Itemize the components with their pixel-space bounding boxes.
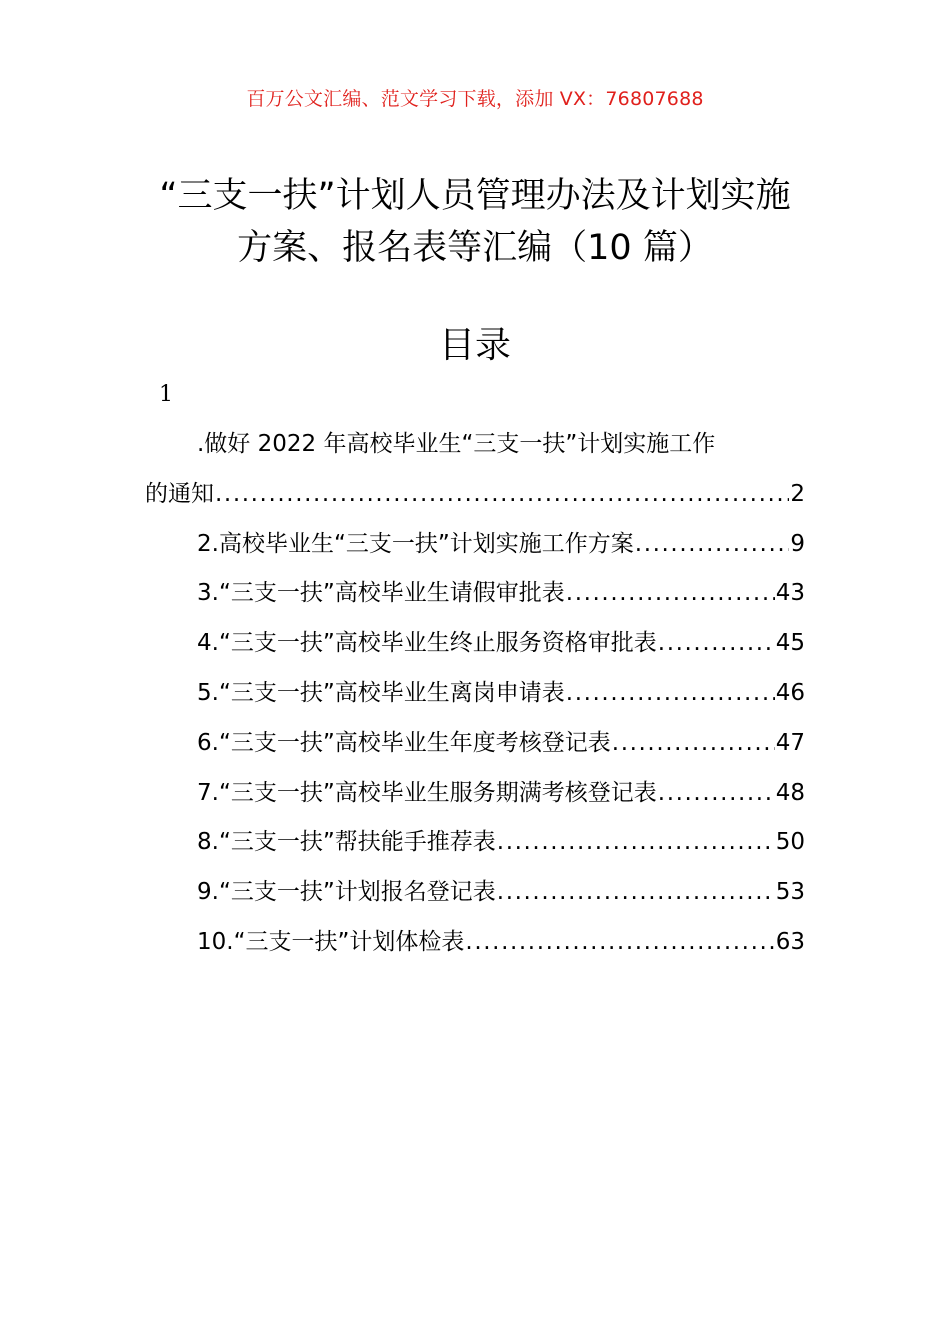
toc-entry-5[interactable] <box>145 669 805 719</box>
toc-entry-label: 2.高校毕业生“三支一扶”计划实施工作方案 <box>197 530 634 557</box>
toc-entry-label: .做好 2022 年高校毕业生“三支一扶”计划实施工作 <box>197 431 716 457</box>
toc-entry-3[interactable] <box>145 569 805 619</box>
toc-entry-label: 的通知 <box>145 480 214 507</box>
toc-entry-page: 63 <box>775 928 805 955</box>
document-title-line-1: “三支一扶”计划人员管理办法及计划实施 <box>159 176 791 216</box>
toc-entry-page: 43 <box>775 580 805 607</box>
table-of-contents <box>145 420 805 968</box>
toc-entry-label: 9.“三支一扶”计划报名登记表 <box>197 879 496 906</box>
toc-entry-label: 8.“三支一扶”帮扶能手推荐表 <box>197 829 496 856</box>
toc-entry-label: 10.“三支一扶”计划体检表 <box>197 928 465 955</box>
toc-leader-dots <box>612 719 775 769</box>
toc-entry-page: 47 <box>775 729 805 756</box>
toc-leader-dots <box>497 818 775 868</box>
header-note: 百万公文汇编、范文学习下载，添加 VX：76807688 <box>246 88 704 110</box>
toc-leader-dots <box>215 470 789 520</box>
toc-entry-label: 7.“三支一扶”高校毕业生服务期满考核登记表 <box>197 779 657 806</box>
toc-leader-dots <box>465 918 774 968</box>
toc-entry-7[interactable] <box>145 769 805 819</box>
toc-leader-dots <box>658 619 775 669</box>
toc-entry-4[interactable] <box>145 619 805 669</box>
document-title-line-2: 方案、报名表等汇编（10 篇） <box>237 228 713 268</box>
toc-entry-page: 2 <box>790 480 805 507</box>
toc-entry-label: 4.“三支一扶”高校毕业生终止服务资格审批表 <box>197 630 657 657</box>
toc-leader-dots <box>566 569 775 619</box>
toc-entry-10[interactable] <box>145 918 805 968</box>
toc-entry-2[interactable] <box>145 520 805 570</box>
toc-leader-dots <box>658 769 775 819</box>
toc-entry-page: 46 <box>775 679 805 706</box>
toc-heading: 目录 <box>438 325 511 366</box>
stray-number: 1 <box>159 382 173 407</box>
toc-entry-9[interactable] <box>145 868 805 918</box>
toc-entry-8[interactable] <box>145 818 805 868</box>
toc-entry-1-line-1[interactable] <box>145 420 805 470</box>
toc-leader-dots <box>566 669 775 719</box>
document-title <box>0 170 950 274</box>
toc-entry-label: 5.“三支一扶”高校毕业生离岗申请表 <box>197 679 565 706</box>
toc-entry-label: 3.“三支一扶”高校毕业生请假审批表 <box>197 580 565 607</box>
toc-entry-page: 45 <box>775 630 805 657</box>
toc-entry-page: 50 <box>775 829 805 856</box>
toc-entry-page: 9 <box>790 530 805 557</box>
toc-entry-label: 6.“三支一扶”高校毕业生年度考核登记表 <box>197 729 611 756</box>
toc-entry-1-line-2[interactable] <box>145 470 805 520</box>
toc-entry-page: 53 <box>775 879 805 906</box>
toc-entry-page: 48 <box>775 779 805 806</box>
toc-leader-dots <box>635 520 790 570</box>
toc-leader-dots <box>497 868 775 918</box>
toc-entry-6[interactable] <box>145 719 805 769</box>
